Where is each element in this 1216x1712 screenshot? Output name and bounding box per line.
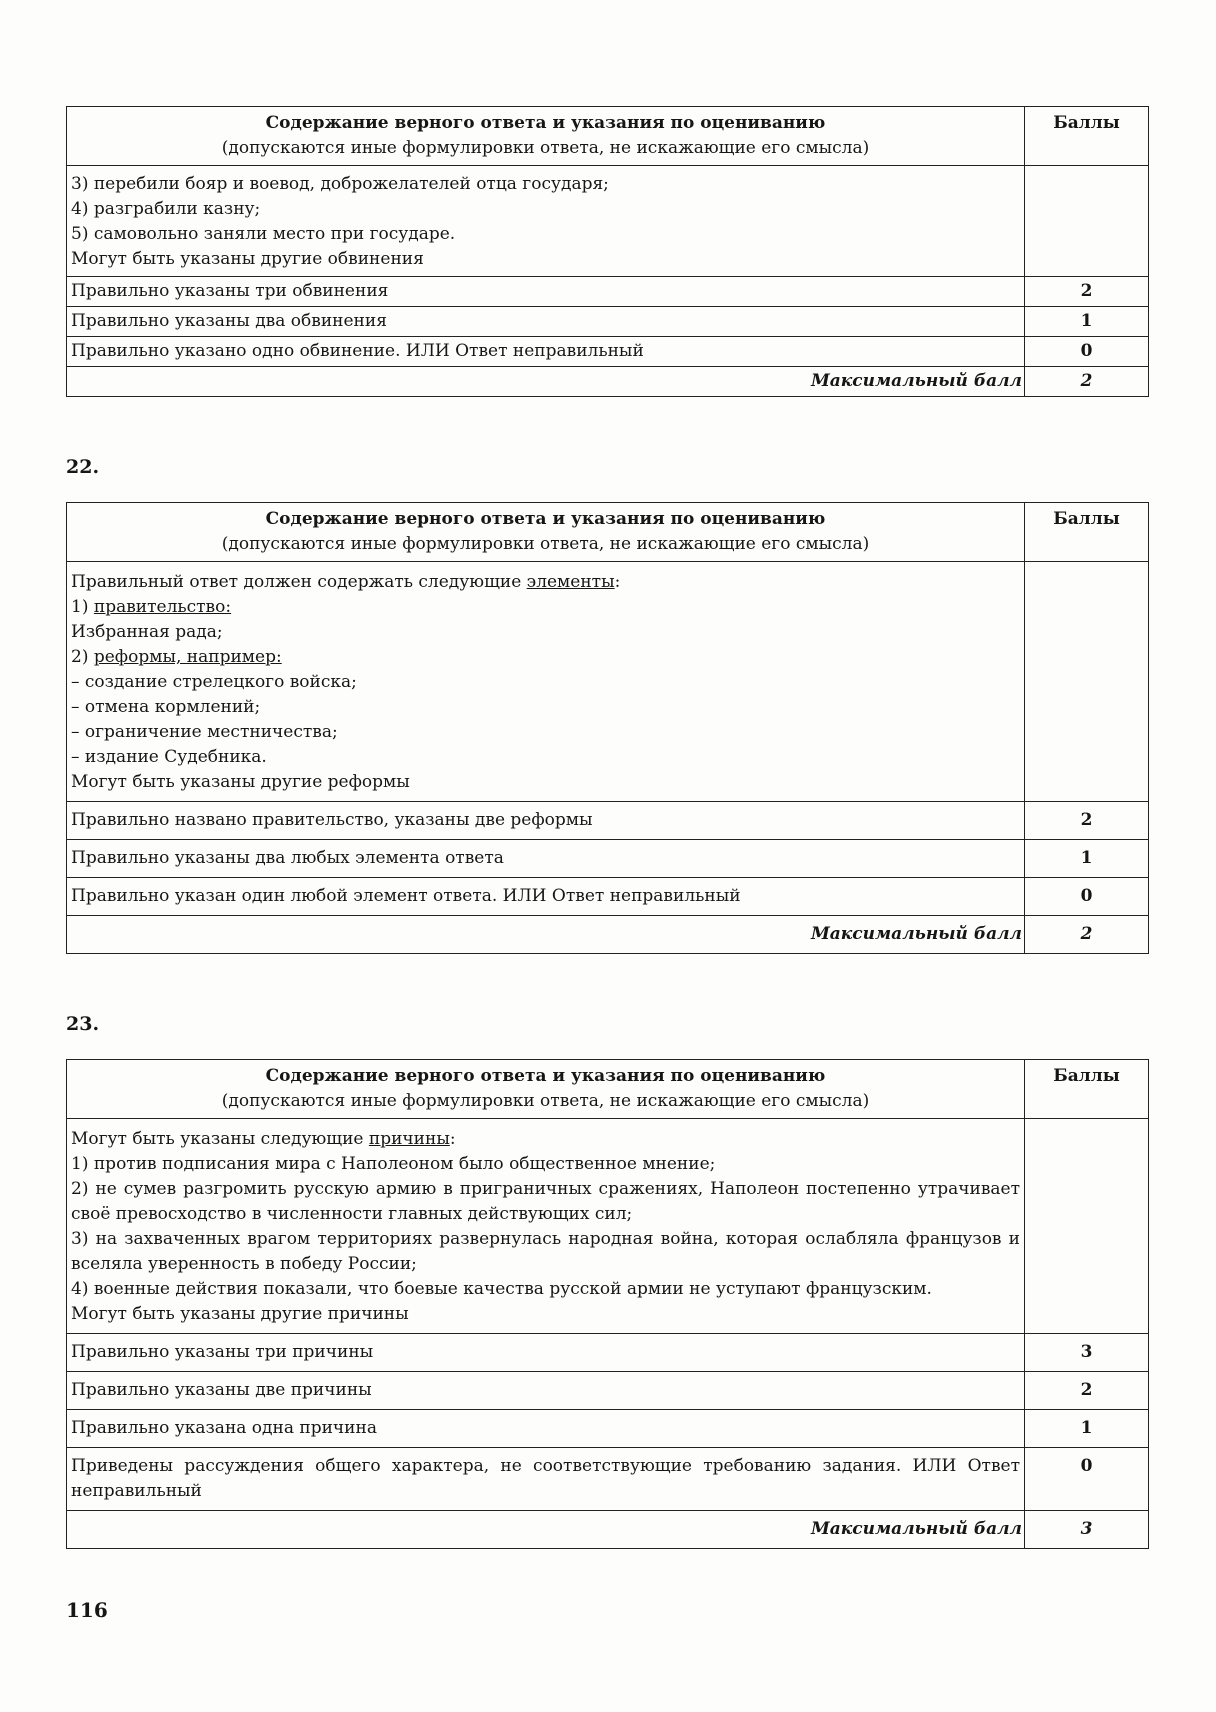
criteria-points: 2 bbox=[1025, 1372, 1149, 1410]
criteria-row bbox=[67, 307, 1149, 337]
criteria-row bbox=[67, 840, 1149, 878]
answer-content bbox=[67, 562, 1025, 802]
max-score-label: Максимальный балл bbox=[67, 367, 1025, 397]
answer-content bbox=[67, 166, 1025, 277]
reason-item: 3) на захваченных врагом территориях развернулась народная война, которая ослабляла французов и вселяла уверенность в победу России; bbox=[71, 1229, 1020, 1274]
content-note: Могут быть указаны другие реформы bbox=[71, 772, 410, 792]
criteria-points: 1 bbox=[1025, 840, 1149, 878]
criteria-points: 2 bbox=[1025, 277, 1149, 307]
reform-item: – издание Судебника. bbox=[71, 747, 267, 767]
header-content-cell bbox=[67, 503, 1025, 562]
underlined-term: реформы, например: bbox=[93, 647, 282, 667]
underlined-term: элементы bbox=[526, 572, 615, 592]
max-score-label: Максимальный балл bbox=[67, 1511, 1025, 1549]
header-points: Баллы bbox=[1025, 503, 1149, 562]
reform-item: – ограничение местничества; bbox=[71, 722, 338, 742]
criteria-points: 2 bbox=[1025, 802, 1149, 840]
question-number-23: 23. bbox=[66, 1013, 100, 1035]
header-title: Содержание верного ответа и указания по оцениванию bbox=[265, 509, 826, 529]
criteria-text: Правильно указаны две причины bbox=[67, 1372, 1025, 1410]
criteria-text: Приведены рассуждения общего характера, не соответствующие требованию задания. ИЛИ Ответ неправильный bbox=[67, 1448, 1025, 1511]
page-number: 116 bbox=[66, 1598, 108, 1622]
empty-points-cell bbox=[1025, 562, 1149, 802]
empty-points-cell bbox=[1025, 166, 1149, 277]
reform-item: – отмена кормлений; bbox=[71, 697, 261, 717]
answer-content bbox=[67, 1119, 1025, 1334]
criteria-points: 0 bbox=[1025, 1448, 1149, 1511]
q21-scoring-table bbox=[66, 106, 1149, 397]
table-header bbox=[67, 1060, 1149, 1119]
q23-scoring-table bbox=[66, 1059, 1149, 1549]
reason-item: 2) не сумев разгромить русскую армию в приграничных сражениях, Наполеон постепенно утрачивает своё превосходство в численности главных действующих сил; bbox=[71, 1179, 1020, 1224]
criteria-row bbox=[67, 337, 1149, 367]
item-1-value: Избранная рада; bbox=[71, 622, 223, 642]
header-content-cell bbox=[67, 107, 1025, 166]
intro-line: Могут быть указаны следующие причины: bbox=[71, 1129, 456, 1149]
max-score-label: Максимальный балл bbox=[67, 916, 1025, 954]
content-line: Могут быть указаны другие обвинения bbox=[71, 249, 424, 269]
criteria-row bbox=[67, 1410, 1149, 1448]
content-row bbox=[67, 562, 1149, 802]
criteria-points: 1 bbox=[1025, 1410, 1149, 1448]
header-content-cell bbox=[67, 1060, 1025, 1119]
criteria-row bbox=[67, 277, 1149, 307]
criteria-row bbox=[67, 802, 1149, 840]
table-header bbox=[67, 503, 1149, 562]
underlined-term: причины bbox=[368, 1129, 450, 1149]
reason-item: 4) военные действия показали, что боевые качества русской армии не уступают французским. bbox=[71, 1279, 932, 1299]
empty-points-cell bbox=[1025, 1119, 1149, 1334]
criteria-points: 0 bbox=[1025, 878, 1149, 916]
content-row bbox=[67, 166, 1149, 277]
question-number-22: 22. bbox=[66, 456, 100, 478]
reform-item: – создание стрелецкого войска; bbox=[71, 672, 357, 692]
criteria-row bbox=[67, 1372, 1149, 1410]
content-row bbox=[67, 1119, 1149, 1334]
criteria-text: Правильно указаны два обвинения bbox=[67, 307, 1025, 337]
criteria-text: Правильно указаны три обвинения bbox=[67, 277, 1025, 307]
content-note: Могут быть указаны другие причины bbox=[71, 1304, 409, 1324]
criteria-points: 0 bbox=[1025, 337, 1149, 367]
table-header bbox=[67, 107, 1149, 166]
header-subtitle: (допускаются иные формулировки ответа, не искажающие его смысла) bbox=[221, 534, 870, 554]
content-line: 4) разграбили казну; bbox=[71, 199, 261, 219]
criteria-text: Правильно указаны три причины bbox=[67, 1334, 1025, 1372]
criteria-text: Правильно указан один любой элемент ответа. ИЛИ Ответ неправильный bbox=[67, 878, 1025, 916]
header-title: Содержание верного ответа и указания по оцениванию bbox=[265, 113, 826, 133]
max-score-value: 2 bbox=[1025, 916, 1149, 954]
max-score-value: 3 bbox=[1025, 1511, 1149, 1549]
header-subtitle: (допускаются иные формулировки ответа, не искажающие его смысла) bbox=[221, 1091, 870, 1111]
item-2-line: 2) реформы, например: bbox=[71, 647, 282, 667]
content-line: 5) самовольно заняли место при государе. bbox=[71, 224, 456, 244]
header-points: Баллы bbox=[1025, 107, 1149, 166]
reason-item: 1) против подписания мира с Наполеоном было общественное мнение; bbox=[71, 1154, 716, 1174]
max-row bbox=[67, 367, 1149, 397]
criteria-text: Правильно указано одно обвинение. ИЛИ Ответ неправильный bbox=[67, 337, 1025, 367]
content-line: 3) перебили бояр и воевод, доброжелателей отца государя; bbox=[71, 174, 609, 194]
max-row bbox=[67, 916, 1149, 954]
intro-line: Правильный ответ должен содержать следующие элементы: bbox=[71, 572, 621, 592]
criteria-text: Правильно указаны два любых элемента ответа bbox=[67, 840, 1025, 878]
item-1-line: 1) правительство: bbox=[71, 597, 232, 617]
criteria-row bbox=[67, 878, 1149, 916]
criteria-points: 1 bbox=[1025, 307, 1149, 337]
q22-scoring-table bbox=[66, 502, 1149, 954]
underlined-term: правительство: bbox=[93, 597, 232, 617]
max-row bbox=[67, 1511, 1149, 1549]
header-title: Содержание верного ответа и указания по оцениванию bbox=[265, 1066, 826, 1086]
criteria-row bbox=[67, 1334, 1149, 1372]
criteria-text: Правильно названо правительство, указаны две реформы bbox=[67, 802, 1025, 840]
max-score-value: 2 bbox=[1025, 367, 1149, 397]
criteria-points: 3 bbox=[1025, 1334, 1149, 1372]
header-points: Баллы bbox=[1025, 1060, 1149, 1119]
criteria-text: Правильно указана одна причина bbox=[67, 1410, 1025, 1448]
criteria-row bbox=[67, 1448, 1149, 1511]
header-subtitle: (допускаются иные формулировки ответа, не искажающие его смысла) bbox=[221, 138, 870, 158]
